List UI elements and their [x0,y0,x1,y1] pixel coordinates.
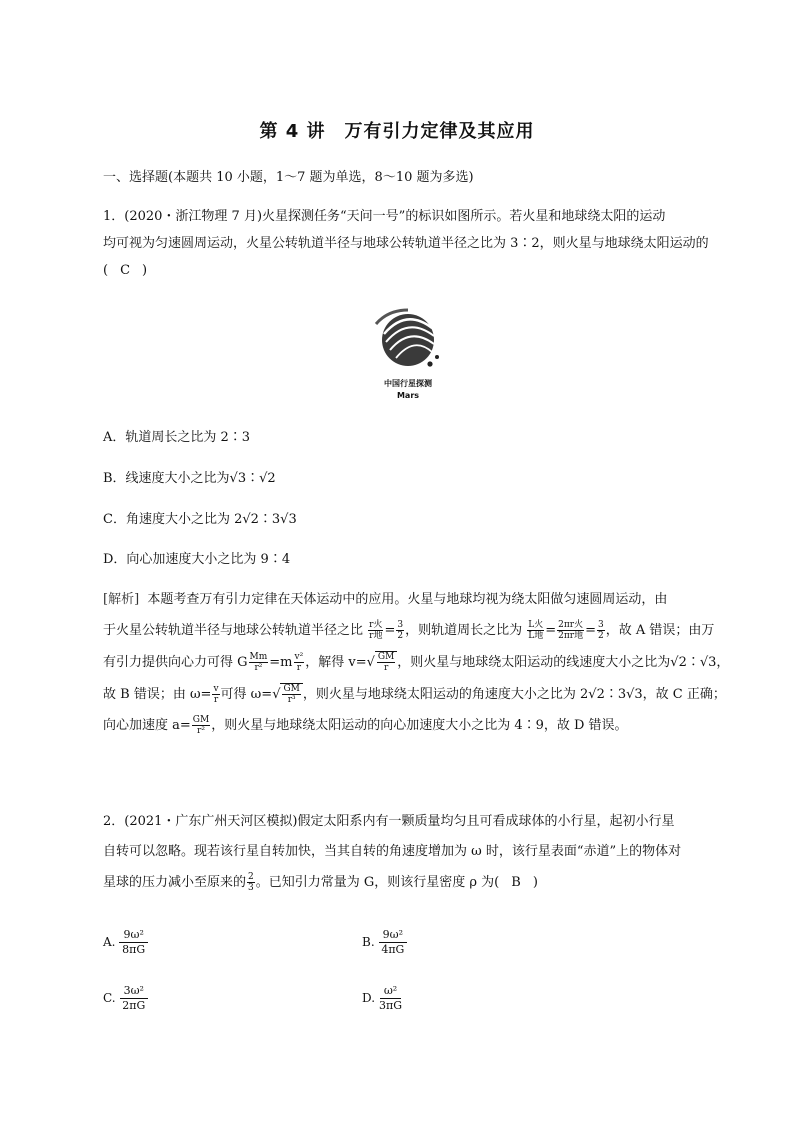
q2-option-c: C. $\frac{\text{3ω²}}{2\pi G}$ [103,984,148,1013]
q1-stem-line-2: 均可视为匀速圆周运动，火星公转轨道半径与地球公转轨道半径之比为 3∶2，则火星与地球绕太阳运动的 [103,236,709,251]
page-title: 第 4 讲 万有引力定律及其应用 [259,121,535,142]
q1-option-c: C．角速度大小之比为 2√2∶3√3 [103,512,297,527]
question-2 [103,812,736,893]
q1-analysis [103,590,736,736]
q1-stem-line-1: 1．(2020・浙江物理 7 月)火星探测任务“天问一号”的标识如图所示。若火星和地球绕太阳的运动 [103,209,666,224]
section-heading: 一、选择题(本题共 10 小题，1～7 题为单选，8～10 题为多选) [103,170,474,185]
analysis-line-5: 向心加速度 a= $\frac{GM}{\text{r²}}$ ，则火星与地球绕太阳运动的向心加速度大小之比为 4∶9，故 D 错误。 [103,715,628,736]
q2-stem-line-2: 自转可以忽略。现若该行星自转加快，当其自转的角速度增加为 ω 时，该行星表面“赤道”上的物体对 [103,844,682,859]
q2-option-b: B. $\frac{\text{9ω²}}{4\pi G}$ [362,928,407,957]
q1-option-b: B．线速度大小之比为√3∶√2 [103,471,276,486]
analysis-tag: [解析] [103,592,140,607]
analysis-line-2: 于火星公转轨道半径与地球公转轨道半径之比 $\frac{\text{r火}}{\text{r地}}$ = $\frac{3}{2}$ ，则轨道周长之比为 $\frac{\text{L火}}{\text{L地}}$ = $\frac{\text{2πr火}}{\text{2πr地}}$ = $\frac{3}{2}$ ，故 A 错误；由万 [103,620,715,641]
q2-answer: B [511,875,521,890]
q2-stem-line-3: 星球的压力减小至原来的 $\frac{2}{3}$ 。已知引力常量为 G，则该行星密度 ρ 为( B ) [103,872,538,893]
q1-option-d: D．向心加速度大小之比为 9∶4 [103,552,291,567]
logo-caption-cn: 中国行星探测 [384,379,432,388]
mars-logo-icon [368,304,448,374]
logo-caption-en: Mars [396,391,420,400]
tianwen-logo [368,304,448,402]
q1-option-a: A．轨道周长之比为 2∶3 [103,430,251,445]
analysis-line-4: 故 B 错误；由 ω= $\frac{v}{r}$ 可得 ω=√ $\frac{GM}{\text{r³}}$ ，则火星与地球绕太阳运动的角速度大小之比为 2√2∶3√3，故 C 正确； [103,684,726,705]
q1-answer: C [120,263,131,278]
analysis-line-3: 有引力提供向心力可得 G $\frac{Mm}{\text{r²}}$ =m $\frac{\text{v²}}{r}$ ，解得 v=√ $\frac{GM}{r}$ ，则火星与地球绕太阳运动的线速度大小之比为√2∶√3， [103,652,730,673]
q1-answer-bracket: ( C ) [103,261,736,281]
question-1 [103,207,736,281]
q2-stem-line-1: 2．(2021・广东广州天河区模拟)假定太阳系内有一颗质量均匀且可看成球体的小行星，起初小行星 [103,814,675,829]
analysis-line-1: [解析] 本题考查万有引力定律在天体运动中的应用。火星与地球均视为绕太阳做匀速圆周运动，由 [103,592,668,607]
q2-option-d: D. $\frac{\text{ω²}}{3\pi G}$ [362,984,403,1012]
q2-option-a: A. $\frac{\text{9ω²}}{8\pi G}$ [103,928,148,957]
